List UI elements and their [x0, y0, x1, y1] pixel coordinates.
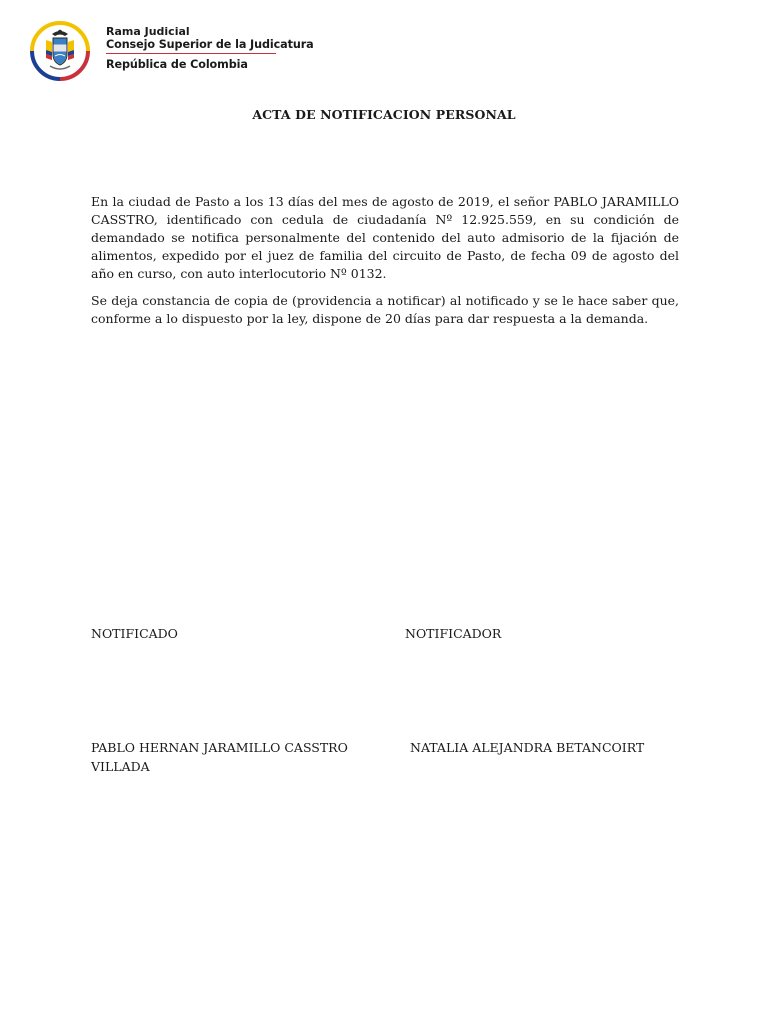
signature-name-notifier: NATALIA ALEJANDRA BETANCOIRT [410, 740, 645, 755]
org-country: República de Colombia [106, 58, 248, 72]
org-name: Rama Judicial [106, 25, 190, 38]
letterhead [22, 20, 314, 82]
org-council: Consejo Superior de la Judicatura [106, 38, 314, 51]
organization-block [106, 26, 314, 70]
signature-name-notified: PABLO HERNAN JARAMILLO CASSTRO VILLADA [91, 740, 348, 774]
document-body [91, 193, 679, 328]
body-paragraph: En la ciudad de Pasto a los 13 días del mes de agosto de 2019, el señor PABLO JARAMILLO CASSTRO, identificado con cedula de ciudadanía Nº 12.925.559, en su condición de demandado se notifica personalmente del contenido del auto admisorio de la fijación de alimentos, expedido por el juez de familia del circuito de Pasto, de fecha 09 de agosto del año en curso, con auto interlocutorio Nº 0132. [91, 194, 679, 281]
signature-label-notified: NOTIFICADO [91, 626, 178, 641]
signature-label-notifier: NOTIFICADOR [405, 626, 502, 641]
header-divider [106, 53, 276, 54]
document-title: ACTA DE NOTIFICACION PERSONAL [252, 107, 516, 122]
coat-of-arms-icon [22, 20, 98, 82]
body-paragraph: Se deja constancia de copia de (providencia a notificar) al notificado y se le hace saber que, conforme a lo dispuesto por la ley, dispone de 20 días para dar respuesta a la demanda. [91, 293, 679, 326]
